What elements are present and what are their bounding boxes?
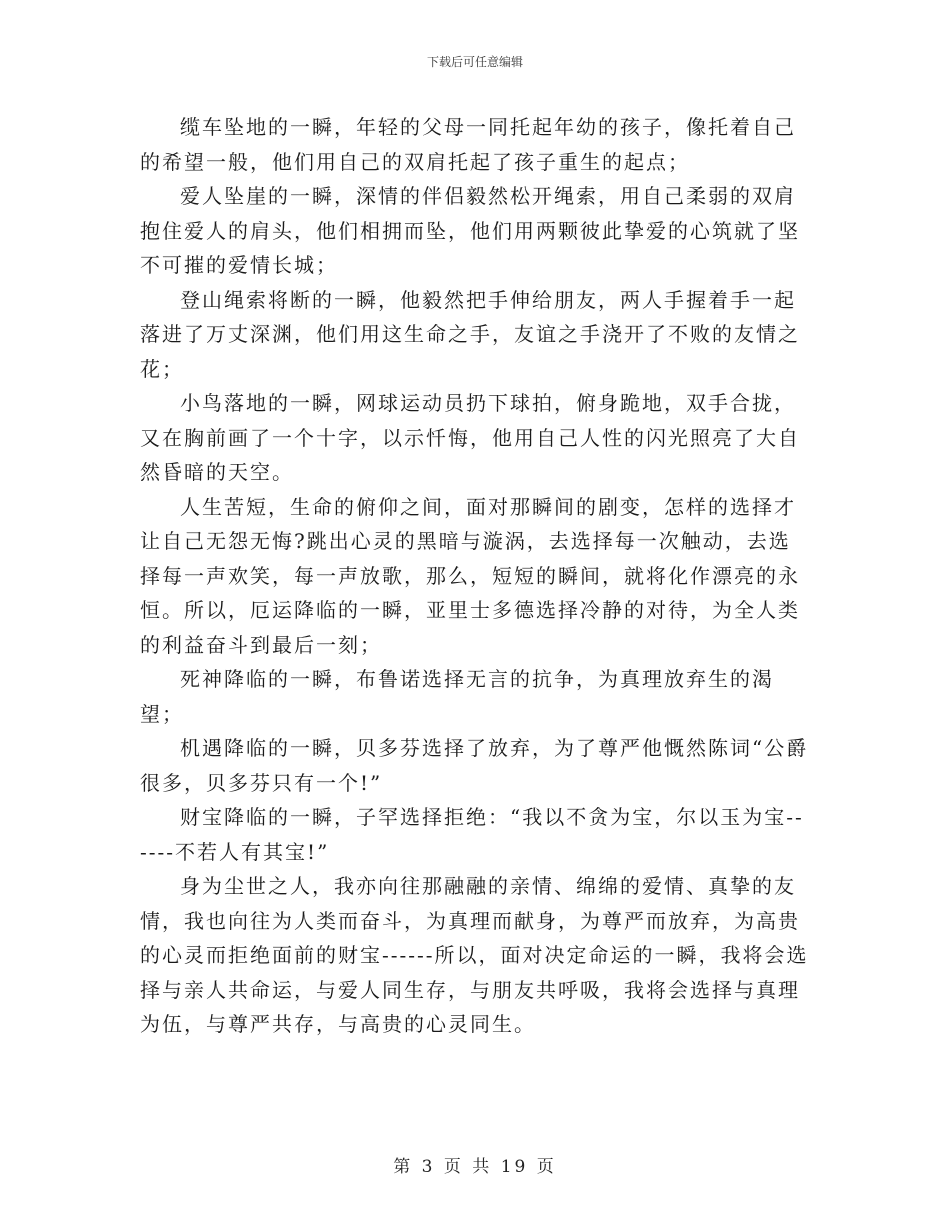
paragraph: 机遇降临的一瞬，贝多芬选择了放弃，为了尊严他慨然陈词“公爵很多，贝多芬只有一个!” (140, 736, 809, 795)
paragraph: 登山绳索将断的一瞬，他毅然把手伸给朋友，两人手握着手一起落进了万丈深渊，他们用这生命之手，友谊之手浇开了不败的友情之花； (140, 287, 800, 381)
paragraph: 小鸟落地的一瞬，网球运动员扔下球拍，俯身跪地，双手合拢，又在胸前画了一个十字，以示忏悔，他用自己人性的闪光照亮了大自然昏暗的天空。 (140, 391, 800, 484)
page-number: 第 3 页 共 19 页 (393, 1157, 557, 1177)
paragraph: 爱人坠崖的一瞬，深情的伴侣毅然松开绳索，用自己柔弱的双肩抱住爱人的肩头，他们相拥而坠，他们用两颗彼此挚爱的心筑就了坚不可摧的爱情长城； (140, 184, 800, 277)
paragraph: 人生苦短，生命的俯仰之间，面对那瞬间的剧变，怎样的选择才让自己无怨无悔?跳出心灵的黑暗与漩涡，去选择每一次触动，去选择每一声欢笑，每一声放歌，那么，短短的瞬间，就将化作漂亮的永恒。所以，厄运降临的一瞬，亚里士多德选择冷静的对待，为全人类的利益奋斗到最后一刻； (140, 494, 800, 657)
document-body (140, 110, 810, 1042)
paragraph: 死神降临的一瞬，布鲁诺选择无言的抗争，为真理放弃生的渴望； (140, 667, 774, 726)
page-header: 下载后可任意编辑 (426, 55, 523, 69)
paragraph: 缆车坠地的一瞬，年轻的父母一同托起年幼的孩子，像托着自己的希望一般，他们用自己的双肩托起了孩子重生的起点； (140, 115, 796, 174)
paragraph: 财宝降临的一瞬，子罕选择拒绝：“我以不贪为宝，尔以玉为宝------不若人有其宝!” (140, 805, 804, 864)
paragraph: 身为尘世之人，我亦向往那融融的亲情、绵绵的爱情、真挚的友情，我也向往为人类而奋斗，为真理而献身，为尊严而放弃，为高贵的心灵而拒绝面前的财宝------所以，面对决定命运的一瞬，我将会选择与亲人共命运，与爱人同生存，与朋友共呼吸，我将会选择与真理为伍，与尊严共存，与高贵的心灵同生。 (140, 874, 809, 1036)
